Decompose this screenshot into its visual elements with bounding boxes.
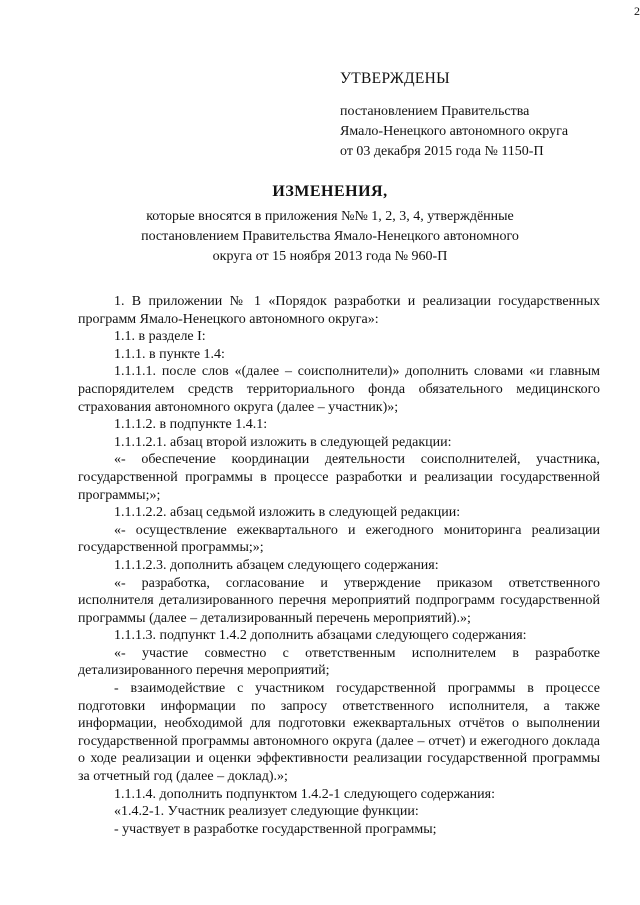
paragraph: 1.1. в разделе I: <box>114 329 206 345</box>
approval-line: постановлением Правительства <box>340 104 530 119</box>
approval-block <box>340 70 600 162</box>
paragraph: 1.1.1. в пункте 1.4: <box>114 346 225 362</box>
page-number: 2 <box>634 4 640 18</box>
document-body <box>78 293 600 838</box>
paragraph: 1.1.1.2.3. дополнить абзацем следующего содержания: <box>114 557 439 573</box>
paragraph: 1.1.1.2.1. абзац второй изложить в следующей редакции: <box>114 434 452 450</box>
heading-line: округа от 15 ноября 2013 года № 960-П <box>212 249 448 264</box>
paragraph: 1.1.1.3. подпункт 1.4.2 дополнить абзацами следующего содержания: <box>114 628 527 644</box>
paragraph: «- разработка, согласование и утверждение приказом ответственного исполнителя детализированного перечня мероприятий подпрограмм государственной программы (далее – детализированный перечень мероприятий).»; <box>78 575 600 626</box>
paragraph: 1.1.1.1. после слов «(далее – соисполнители)» дополнить словами «и главным распорядителем средств территориального фонда обязательного медицинского страхования автономного округа (далее – участник)»; <box>78 364 600 415</box>
heading-line: постановлением Правительства Ямало-Ненецкого автономного <box>141 229 519 244</box>
paragraph: «1.4.2-1. Участник реализует следующие функции: <box>114 804 419 820</box>
paragraph: «- осуществление ежеквартального и ежегодного мониторинга реализации государственной программы;»; <box>78 522 600 556</box>
approval-title: УТВЕРЖДЕНЫ <box>340 70 450 87</box>
heading-title: ИЗМЕНЕНИЯ, <box>272 183 388 200</box>
approval-line: от 03 декабря 2015 года № 1150-П <box>340 144 544 159</box>
paragraph: 1. В приложении № 1 «Порядок разработки и реализации государственных программ Ямало-Ненецкого автономного округа»: <box>78 294 600 327</box>
paragraph: 1.1.1.2.2. абзац седьмой изложить в следующей редакции: <box>114 505 461 521</box>
paragraph: «- участие совместно с ответственным исполнителем в разработке детализированного перечня мероприятий; <box>78 645 600 679</box>
paragraph: - участвует в разработке государственной программы; <box>114 821 437 837</box>
paragraph: «- обеспечение координации деятельности соисполнителей, участника, государственной программы в процессе разработки и реализации государственной программы;»; <box>78 452 600 503</box>
document-heading <box>80 183 580 267</box>
paragraph: 1.1.1.2. в подпункте 1.4.1: <box>114 417 268 433</box>
heading-line: которые вносятся в приложения №№ 1, 2, 3, 4, утверждённые <box>146 209 514 224</box>
paragraph: 1.1.1.4. дополнить подпунктом 1.4.2-1 следующего содержания: <box>114 786 495 802</box>
paragraph: - взаимодействие с участником государственной программы в процессе подготовки информации по запросу ответственного исполнителя, а также информации, необходимой для подготовки ежеквартальных отчётов о выполнении государственной программы автономного округа (далее – отчет) и ежегодного доклада о ходе реализации и оценки эффективности реализации государственной программы за отчетный год (далее – доклад).»; <box>78 681 600 785</box>
approval-line: Ямало-Ненецкого автономного округа <box>340 124 569 139</box>
